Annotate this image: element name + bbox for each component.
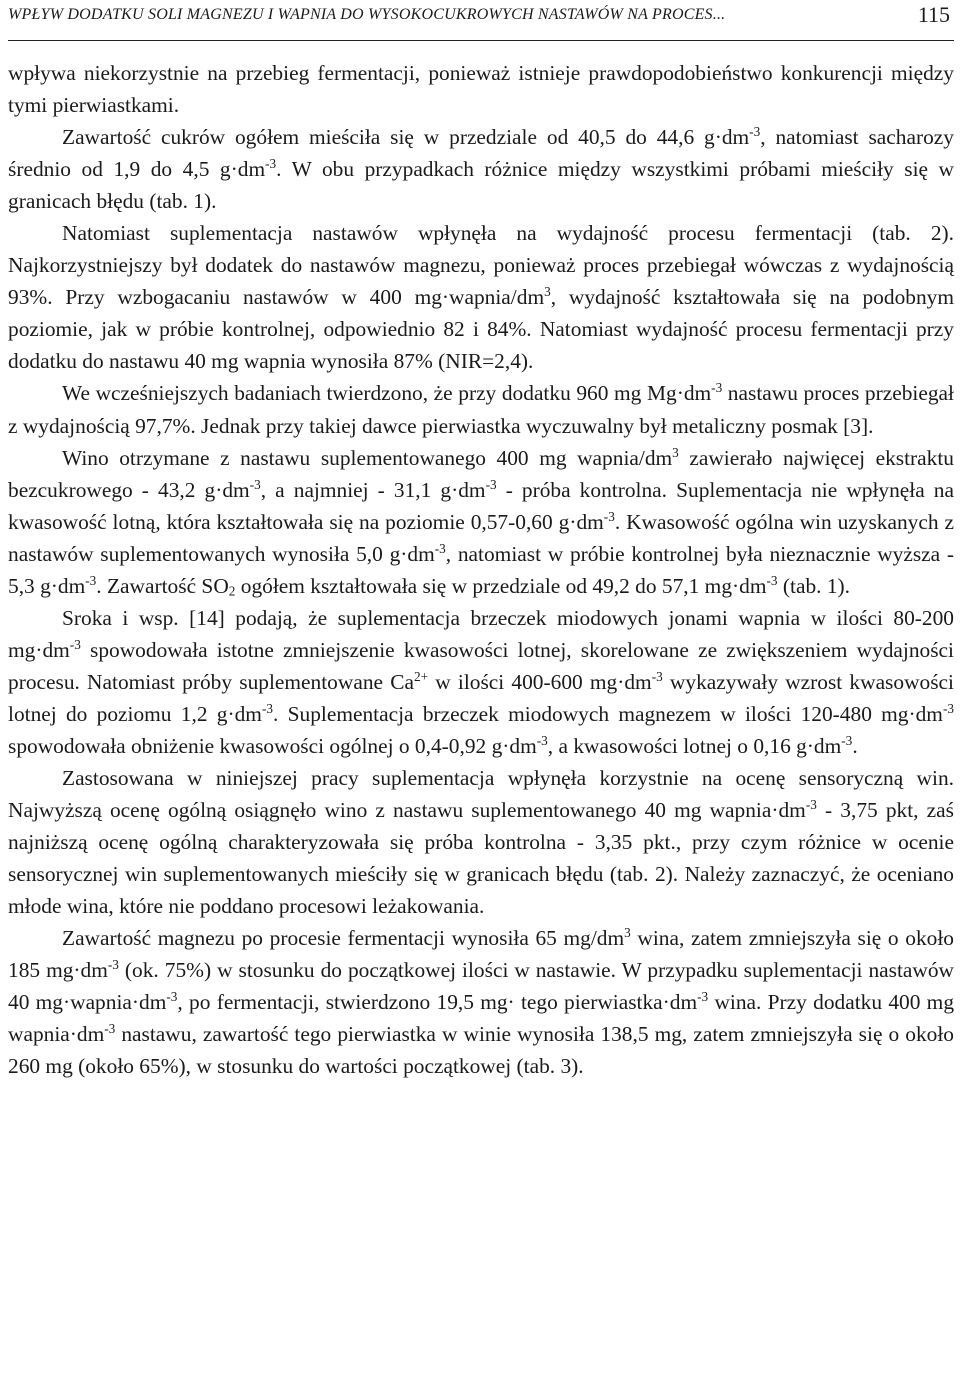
running-header	[8, 0, 954, 41]
text-run: wpływa niekorzystnie na przebieg fermentacji, ponieważ istnieje prawdopodobieństwo konkurencji między tymi pierwiastkami.	[8, 61, 954, 118]
text-run: .	[852, 733, 858, 758]
text-run: spowodowała istotne zmniejszenie kwasowości lotnej, skorelowane ze zwiększeniem wydajności procesu. Natomiast próby suplementowane Ca	[8, 637, 954, 694]
text-run: , natomiast sacharozy średnio od 1,9 do 4,5 g·dm	[8, 125, 954, 182]
superscript: -3	[697, 989, 709, 1005]
text-run: w ilości 400-600 mg·dm	[428, 669, 652, 694]
text-run: wina. Przy dodatku 400 mg wapnia·dm	[8, 990, 955, 1047]
paragraph	[8, 442, 954, 602]
superscript: -3	[942, 700, 954, 716]
text-run: . Kwasowość ogólna win uzyskanych z nastawów suplementowanych wynosiła 5,0 g·dm	[8, 509, 955, 566]
superscript: -3	[711, 380, 723, 396]
text-run: We wcześniejszych badaniach twierdzono, że przy dodatku 960 mg Mg·dm	[62, 381, 712, 406]
running-header-title: WPŁYW DODATKU SOLI MAGNEZU I WAPNIA DO WYSOKOCUKROWYCH NASTAWÓW NA PROCES...	[8, 6, 726, 23]
superscript: -3	[434, 540, 446, 556]
superscript: -3	[536, 732, 548, 748]
text-run: (ok. 75%) w stosunku do początkowej ilości w nastawie. W przypadku suplementacji nastawów 40 mg·wapnia·dm	[8, 958, 954, 1015]
text-run: - próba kontrolna. Suplementacja nie wpłynęła na kwasowość lotną, która kształtowała się na poziomie 0,57-0,60 g·dm	[8, 477, 954, 534]
text-run: . Zawartość SO	[96, 573, 229, 598]
text-run: , po fermentacji, stwierdzono 19,5 mg· tego pierwiastka·dm	[177, 990, 698, 1015]
text-run: Sroka i wsp. [14] podają, że suplementacja brzeczek miodowych jonami wapnia w ilości 80-200 mg·dm	[8, 605, 954, 662]
text-run: Wino otrzymane z nastawu suplementowanego 400 mg wapnia/dm	[62, 445, 673, 470]
superscript: -3	[805, 796, 817, 812]
superscript: -3	[603, 508, 615, 524]
superscript: 2+	[413, 668, 429, 684]
paragraph	[8, 57, 954, 121]
text-run: , wydajność kształtowała się na podobnym poziomie, jak w próbie kontrolnej, odpowiednio 82 i 84%. Natomiast wydajność procesu fermentacji przy dodatku do nastawu 40 mg wapnia wynosiła 87% (NIR=2,4).	[8, 285, 954, 374]
text-run: Zawartość magnezu po procesie fermentacji wynosiła 65 mg/dm	[62, 926, 625, 951]
superscript: -3	[261, 700, 273, 716]
text-run: Natomiast suplementacja nastawów wpłynęła na wydajność procesu fermentacji (tab. 2). Najkorzystniejszy był dodatek do nastawów magnezu, ponieważ proces przebiegał wówczas z wydajnością 93%. Przy wzbogacaniu nastawów w 400 mg·wapnia/dm	[8, 221, 954, 310]
superscript: -3	[651, 668, 663, 684]
superscript: -3	[69, 636, 81, 652]
text-run: wina, zatem zmniejszyła się o około 185 mg·dm	[8, 926, 954, 983]
paragraph	[8, 121, 954, 217]
superscript: -3	[249, 476, 261, 492]
superscript: -3	[841, 732, 853, 748]
body-text	[8, 57, 954, 1083]
superscript: -3	[104, 1021, 116, 1037]
text-run: Zastosowana w niniejszej pracy suplementacja wpłynęła korzystnie na ocenę sensoryczną win. Najwyższą ocenę ogólną osiągnęło wino z nastawu suplementowanego 40 mg wapnia·dm	[8, 766, 954, 823]
superscript: -3	[766, 572, 778, 588]
text-run: spowodowała obniżenie kwasowości ogólnej o 0,4-0,92 g·dm	[8, 733, 537, 758]
text-run: , a najmniej - 31,1 g·dm	[260, 477, 486, 502]
paragraph	[8, 602, 954, 762]
text-run: nastawu, zawartość tego pierwiastka w winie wynosiła 138,5 mg, zatem zmniejszyła się o około 260 mg (około 65%), w stosunku do wartości początkowej (tab. 3).	[8, 1022, 954, 1079]
superscript: -3	[749, 123, 761, 139]
text-run: wykazywały wzrost kwasowości lotnej do poziomu 1,2 g·dm	[8, 669, 954, 726]
superscript: -3	[485, 476, 497, 492]
superscript: -3	[107, 957, 119, 973]
text-run: , a kwasowości lotnej o 0,16 g·dm	[547, 733, 842, 758]
text-run: Zawartość cukrów ogółem mieściła się w przedziale od 40,5 do 44,6 g·dm	[62, 125, 750, 150]
text-run: - 3,75 pkt, zaś najniższą ocenę ogólną charakteryzowała się próba kontrolna - 3,35 pkt., przy czym różnice w ocenie sensorycznej win suplementowanych mieściły się w granicach błędu (tab. 2). Należy zaznaczyć, że oceniano młode wina, które nie poddano procesowi leżakowania.	[8, 798, 954, 919]
superscript: -3	[265, 155, 277, 171]
text-run: . Suplementacja brzeczek miodowych magnezem w ilości 120-480 mg·dm	[273, 701, 943, 726]
text-run: , natomiast w próbie kontrolnej była nieznacznie wyższa - 5,3 g·dm	[8, 541, 954, 598]
text-run: nastawu proces przebiegał z wydajnością 97,7%. Jednak przy takiej dawce pierwiastka wyczuwalny był metaliczny posmak [3].	[8, 381, 954, 438]
page-number: 115	[917, 2, 950, 27]
page	[8, 0, 954, 1083]
text-run: (tab. 1).	[777, 573, 850, 598]
superscript: 3	[544, 284, 551, 300]
superscript: -3	[85, 572, 97, 588]
superscript: 3	[672, 444, 679, 460]
paragraph	[8, 217, 954, 377]
text-run: zawierało najwięcej ekstraktu bezcukrowego - 43,2 g·dm	[8, 445, 954, 502]
paragraph	[8, 922, 954, 1082]
text-run: ogółem kształtowała się w przedziale od 49,2 do 57,1 mg·dm	[235, 573, 767, 598]
subscript: 2	[228, 583, 236, 599]
paragraph	[8, 377, 954, 441]
superscript: -3	[166, 989, 178, 1005]
superscript: 3	[624, 925, 631, 941]
paragraph	[8, 762, 954, 922]
text-run: . W obu przypadkach różnice między wszystkimi próbami mieściły się w granicach błędu (tab. 1).	[8, 157, 954, 214]
